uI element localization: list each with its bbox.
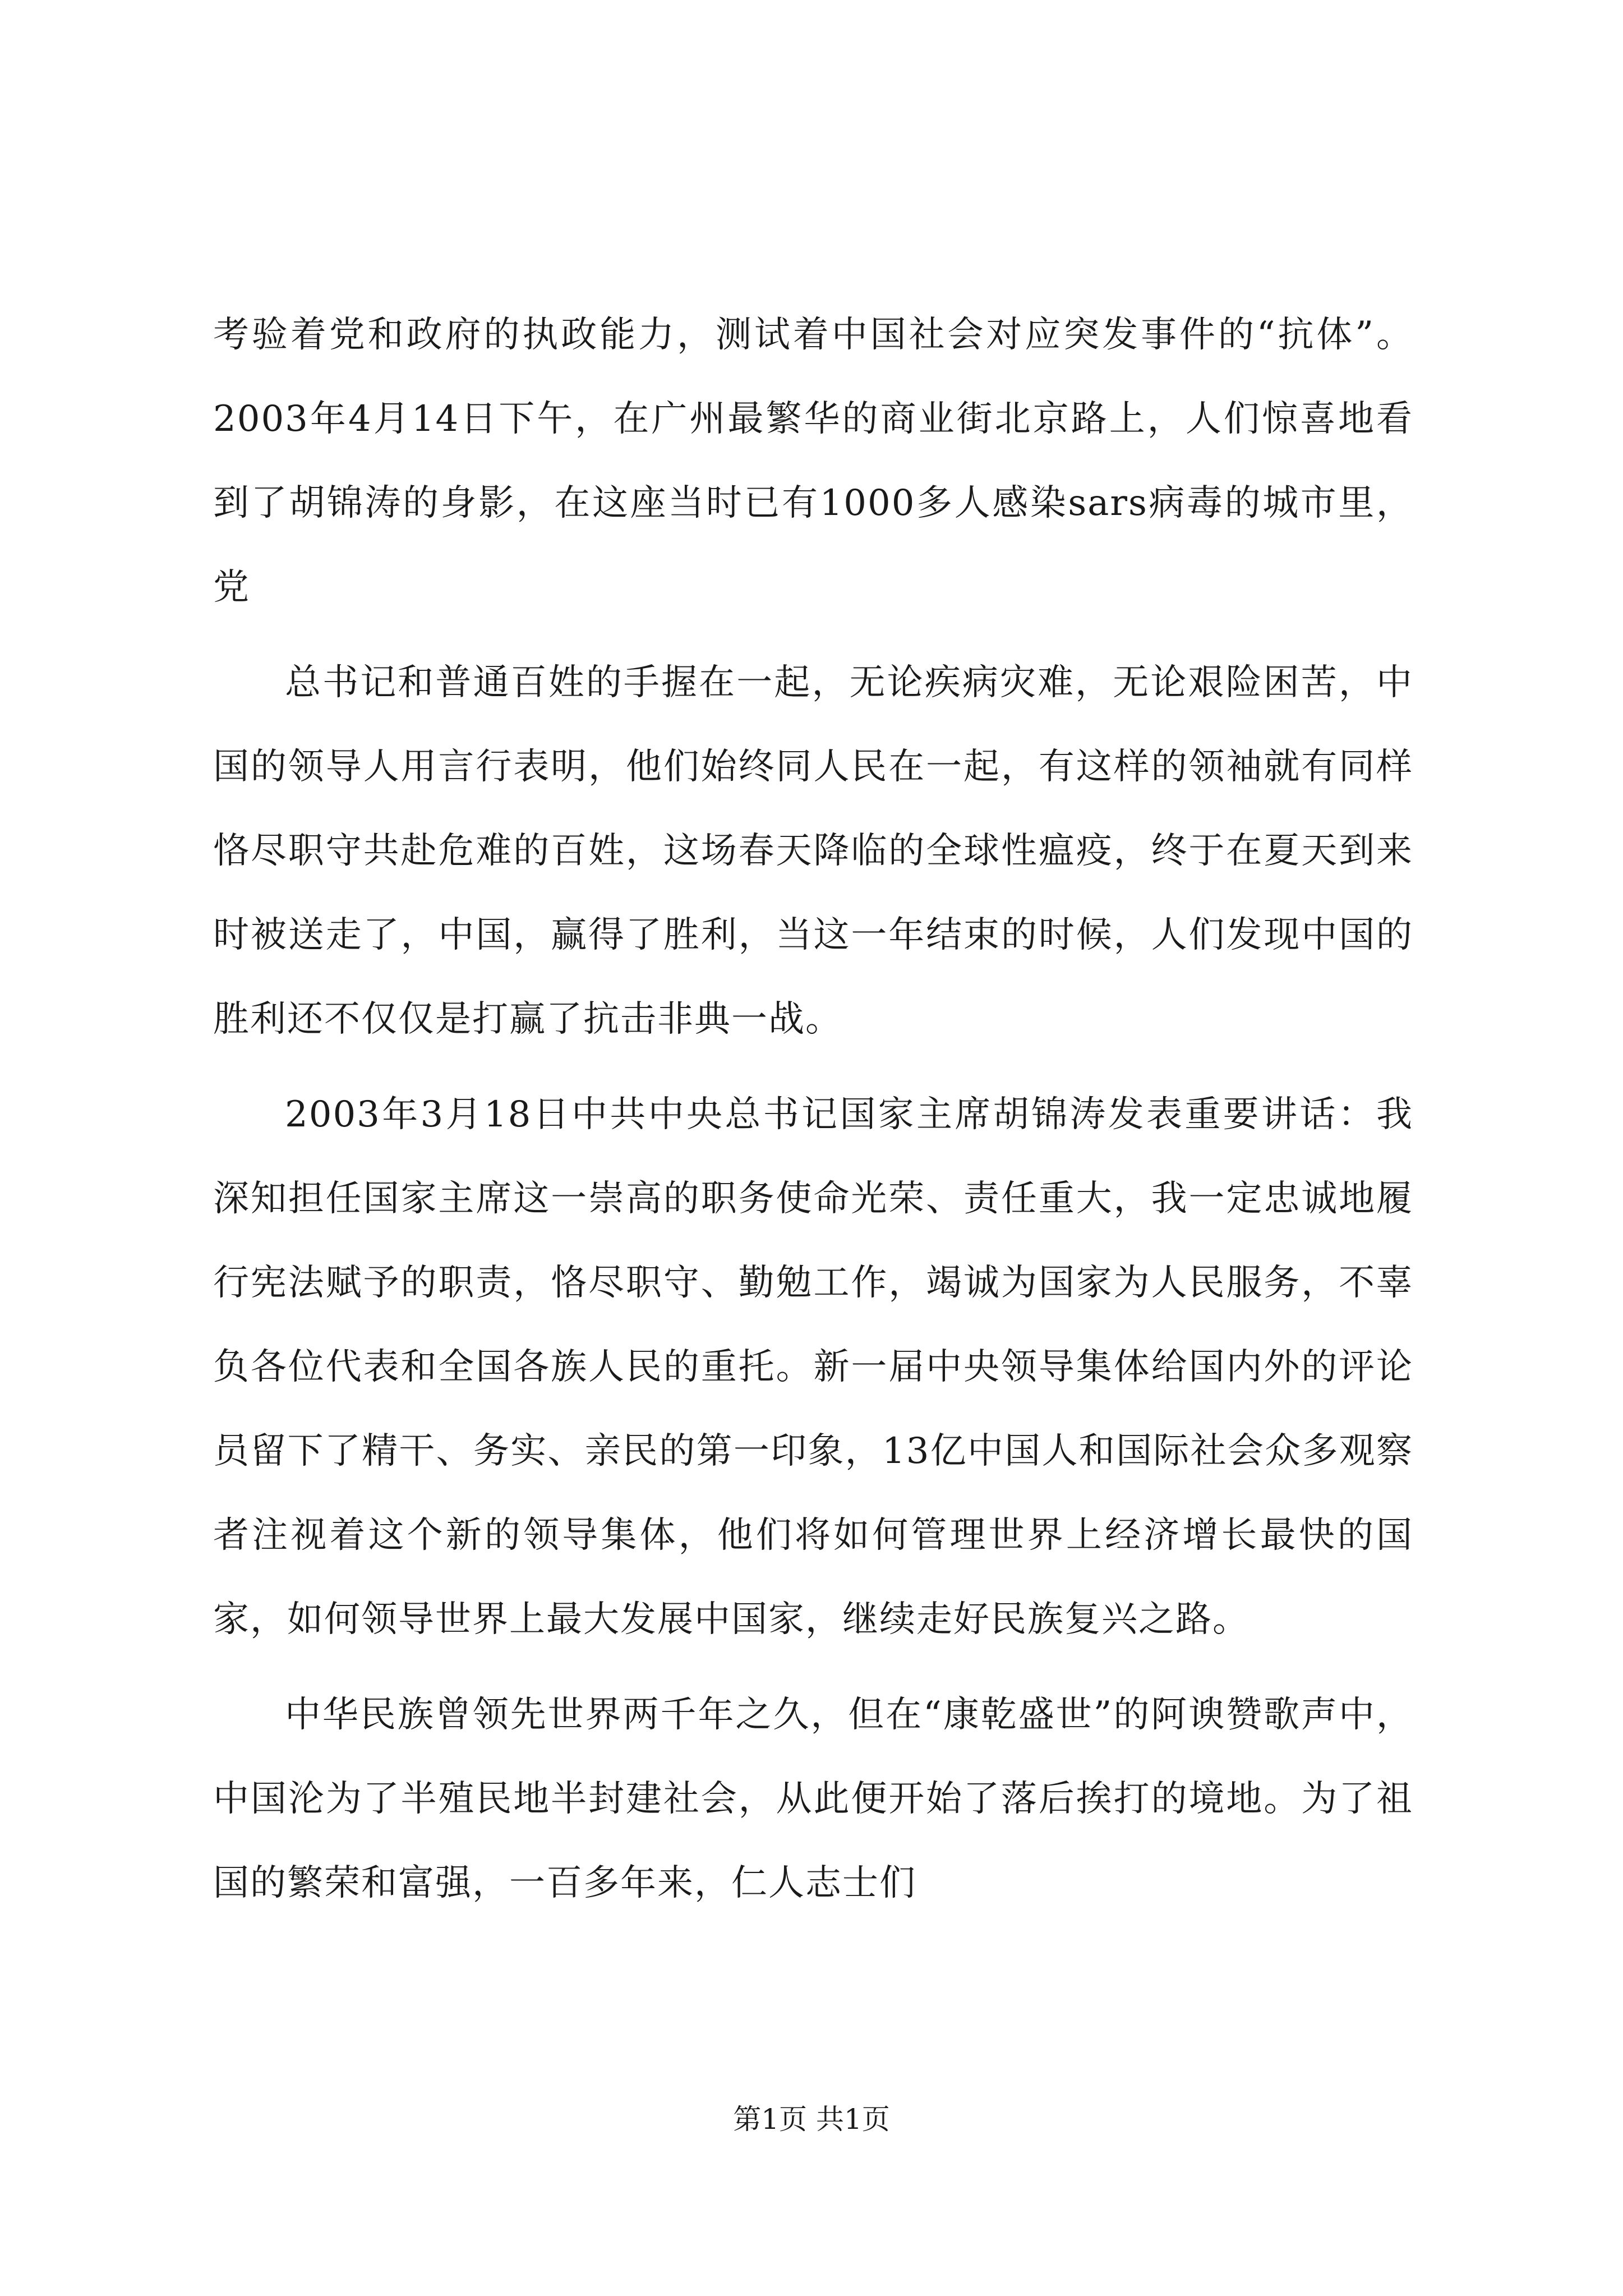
paragraph-3: 2003年3月18日中共中央总书记国家主席胡锦涛发表重要讲话：我深知担任国家主席这一崇高的职务使命光荣、责任重大，我一定忠诚地履行宪法赋予的职责，恪尽职守、勤勉工作，竭诚为国家为人民服务，不辜负各位代表和全国各族人民的重托。新一届中央领导集体给国内外的评论员留下了精干、务实、亲民的第一印象，13亿中国人和国际社会众多观察者注视着这个新的领导集体，他们将如何管理世界上经济增长最快的国家，如何领导世界上最大发展中国家，继续走好民族复兴之路。 [213, 1094, 1413, 1640]
paragraph-1: 考验着党和政府的执政能力，测试着中国社会对应突发事件的“抗体”。2003年4月14日下午，在广州最繁华的商业街北京路上，人们惊喜地看到了胡锦涛的身影，在这座当时已有1000多人感染sars病毒的城市里，党 [213, 314, 1413, 608]
page-footer: 第1页 共1页 [733, 2103, 890, 2136]
document-body [213, 293, 1413, 1936]
paragraph-2: 总书记和普通百姓的手握在一起，无论疾病灾难，无论艰险困苦，中国的领导人用言行表明，他们始终同人民在一起，有这样的领袖就有同样恪尽职守共赴危难的百姓，这场春天降临的全球性瘟疫，终于在夏天到来时被送走了，中国，赢得了胜利，当这一年结束的时候，人们发现中国的胜利还不仅仅是打赢了抗击非典一战。 [213, 662, 1413, 1040]
paragraph-4: 中华民族曾领先世界两千年之久，但在“康乾盛世”的阿谀赞歌声中，中国沦为了半殖民地半封建社会，从此便开始了落后挨打的境地。为了祖国的繁荣和富强，一百多年来，仁人志士们 [213, 1694, 1413, 1904]
